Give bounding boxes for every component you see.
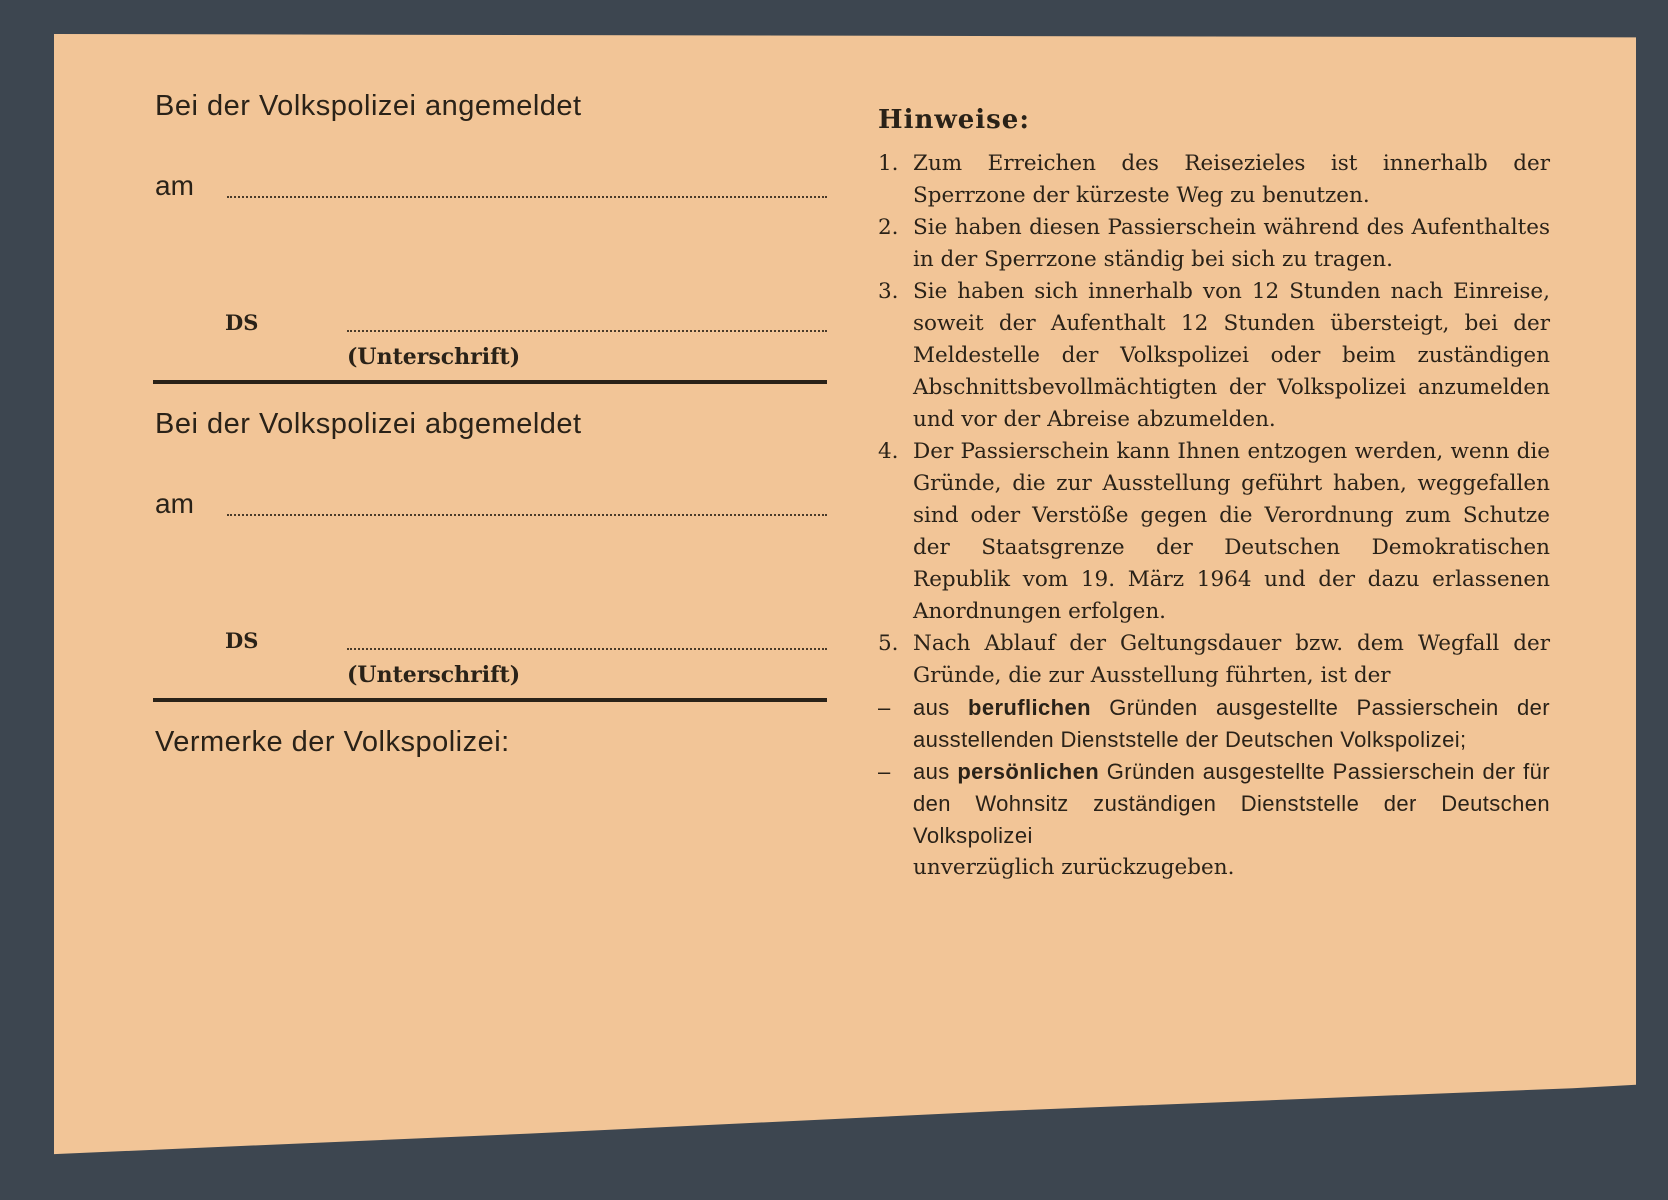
item-text: Zum Erreichen des Reisezieles ist innerhalb der Sperrzone der kürzeste Weg zu benutzen.	[913, 151, 1550, 208]
deregistered-date-row	[155, 490, 827, 520]
hinweise-section	[878, 104, 1550, 884]
item-number: 4.	[878, 439, 899, 464]
hinweise-title: Hinweise:	[878, 105, 1030, 135]
dash-bullet: –	[878, 695, 891, 720]
sub-text-pre: aus	[913, 759, 950, 784]
registered-signature-label: (Unterschrift)	[347, 344, 521, 370]
sub-text-post: Gründen ausgestellte Passierschein der für den Wohnsitz zuständigen Dienststelle der Deutschen Volkspolizei	[913, 759, 1550, 848]
hinweise-item	[878, 628, 1550, 692]
item-text: Der Passierschein kann Ihnen entzogen werden, wenn die Gründe, die zur Ausstellung geführt haben, weggefallen sind oder Verstöße gegen die Verordnung zum Schutze der Staatsgrenze der Deutschen Demokratischen Republik vom 19. März 1964 und der dazu erlassenen Anordnungen erfolgen.	[913, 439, 1550, 624]
sub-text-bold: persönlichen	[957, 759, 1100, 784]
deregistered-heading: Bei der Volkspolizei abgemeldet	[155, 408, 582, 440]
item-number: 5.	[878, 631, 899, 656]
item-text: Sie haben sich innerhalb von 12 Stunden nach Einreise, soweit der Aufenthalt 12 Stunden übersteigt, bei der Meldestelle der Volkspolizei oder beim zuständigen Abschnittsbevollmächtigten der Volkspolizei anzumelden und vor der Abreise abzumelden.	[913, 279, 1550, 432]
registered-date-row	[155, 172, 827, 202]
hinweise-item	[878, 436, 1550, 628]
hinweise-item	[878, 212, 1550, 276]
section-divider-1	[153, 380, 827, 384]
item-number: 3.	[878, 279, 899, 304]
sub-text-bold: beruflichen	[967, 695, 1091, 720]
item-number: 2.	[878, 215, 899, 240]
hinweise-closing: unverzüglich zurückzugeben.	[913, 855, 1235, 880]
deregistered-date-field[interactable]	[227, 514, 827, 516]
hinweise-item	[878, 276, 1550, 436]
item-number: 1.	[878, 151, 899, 176]
hinweise-item	[878, 148, 1550, 212]
remarks-heading: Vermerke der Volkspolizei:	[155, 726, 510, 758]
deregistered-ds-label: DS	[225, 628, 259, 653]
deregistered-date-label: am	[155, 488, 194, 519]
dash-bullet: –	[878, 759, 891, 784]
deregistered-signature-label: (Unterschrift)	[347, 662, 521, 688]
registered-ds-label: DS	[225, 310, 259, 335]
section-divider-2	[153, 698, 827, 702]
hinweise-subitem-persoenlich	[878, 756, 1550, 852]
item-text: Sie haben diesen Passierschein während des Aufenthaltes in der Sperrzone ständig bei sich zu tragen.	[913, 215, 1550, 272]
deregistered-signature-field[interactable]	[347, 648, 827, 650]
hinweise-subitem-beruflich	[878, 692, 1550, 756]
registered-heading: Bei der Volkspolizei angemeldet	[155, 90, 582, 122]
registered-signature-field[interactable]	[347, 330, 827, 332]
sub-text-pre: aus	[913, 695, 950, 720]
registered-date-field[interactable]	[227, 196, 827, 198]
registered-date-label: am	[155, 170, 194, 201]
item-text: Nach Ablauf der Geltungsdauer bzw. dem Wegfall der Gründe, die zur Ausstellung führten, ist der	[913, 631, 1550, 688]
sub-text-post: Gründen ausgestellte Passierschein der ausstellenden Dienststelle der Deutschen Volkspolizei;	[913, 695, 1550, 752]
